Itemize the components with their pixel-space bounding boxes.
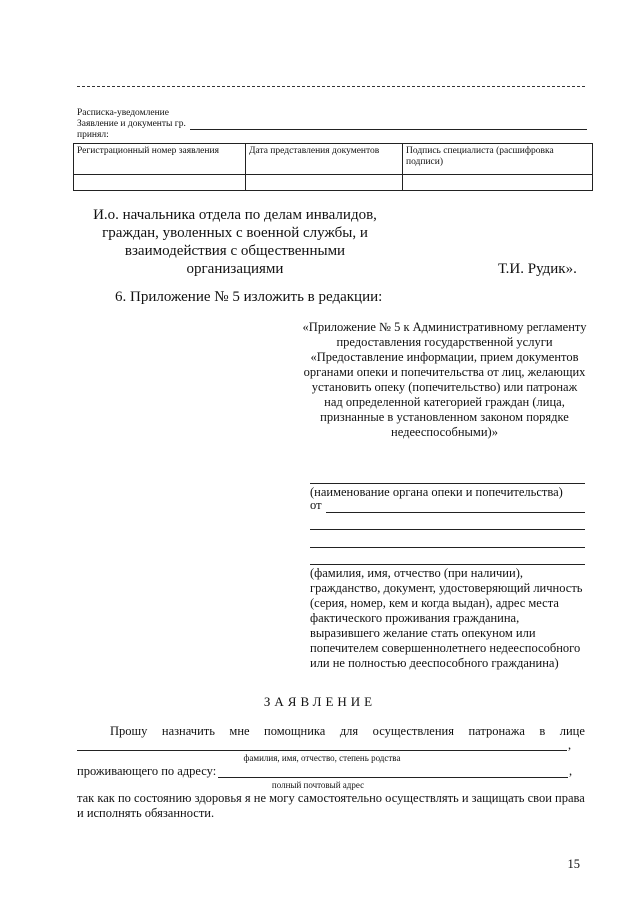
cut-dashed-line	[77, 86, 585, 87]
assistant-fio-line[interactable]	[77, 750, 567, 751]
word-7: патронажа	[468, 724, 525, 738]
receipt-applicant-label: Заявление и документы гр.	[77, 119, 186, 129]
word-4: помощника	[264, 724, 326, 738]
header-specialist-signature: Подпись специалиста (расшифровка подписи)	[403, 144, 593, 175]
appendix-header: «Приложение № 5 к Административному регламенту предоставления государственной услуги «Предоставление информации, прием документов органами опеки и попечительства от лиц, желающих установить опеку (попечительство) или патронаж над определенной категорией граждан (лица, признанные в установленном законом порядке недееспособными)»	[302, 320, 587, 439]
word-3: мне	[229, 724, 250, 738]
receipt-table	[73, 143, 593, 191]
word-5: для	[339, 724, 359, 738]
word-2: назначить	[161, 724, 215, 738]
from-label: от	[310, 498, 322, 512]
from-row	[310, 498, 585, 513]
fio-comma: ,	[568, 738, 572, 752]
applicant-line-1[interactable]	[310, 529, 585, 530]
receipt-accepted-label: принял:	[77, 130, 109, 140]
receipt-applicant-row	[77, 118, 587, 130]
applicant-line-2[interactable]	[310, 547, 585, 548]
page-number: 15	[567, 857, 580, 871]
receipt-applicant-field[interactable]	[190, 119, 587, 130]
fio-caption: фамилия, имя, отчество, степень родства	[243, 753, 401, 763]
address-comma: ,	[569, 764, 573, 778]
organ-name-line[interactable]	[310, 483, 585, 484]
applicant-caption: (фамилия, имя, отчество (при наличии), гражданство, документ, удостоверяющий личность (серия, номер, кем и когда выдан), адрес места фактического проживания гражданина, выразившего желание стать опекуном или попечителем совершеннолетнего недееспособного или не полностью дееспособного гражданина)	[310, 566, 583, 670]
item-6-text: 6. Приложение № 5 изложить в редакции:	[115, 289, 383, 305]
statement-body: так как по состоянию здоровья я не могу самостоятельно осуществлять и защищать свои права и исполнять обязанности.	[77, 791, 585, 820]
address-caption: полный почтовый адрес	[271, 780, 365, 790]
signatory-name: Т.И. Рудик».	[498, 261, 577, 277]
word-9: лице	[559, 724, 585, 738]
receipt-title: Расписка-уведомление	[77, 108, 169, 118]
from-field[interactable]	[326, 500, 585, 513]
signatory-position: И.о. начальника отдела по делам инвалидов, граждан, уволенных с военной службы, и взаимодействия с общественными организациями	[93, 207, 377, 277]
header-submission-date: Дата представления документов	[246, 144, 403, 175]
organ-caption: (наименование органа опеки и попечительства)	[310, 485, 563, 499]
cell-reg-number[interactable]	[74, 175, 246, 191]
cell-submission-date[interactable]	[246, 175, 403, 191]
word-1: Прошу	[110, 724, 148, 738]
statement-line-1	[77, 724, 585, 739]
applicant-line-3[interactable]	[310, 564, 585, 565]
word-8: в	[539, 724, 546, 738]
address-label: проживающего по адресу:	[77, 764, 217, 778]
header-reg-number: Регистрационный номер заявления	[74, 144, 246, 175]
address-line[interactable]	[218, 777, 568, 778]
statement-title: ЗАЯВЛЕНИЕ	[263, 694, 377, 709]
word-6: осуществления	[372, 724, 454, 738]
cell-specialist-signature[interactable]	[403, 175, 593, 191]
